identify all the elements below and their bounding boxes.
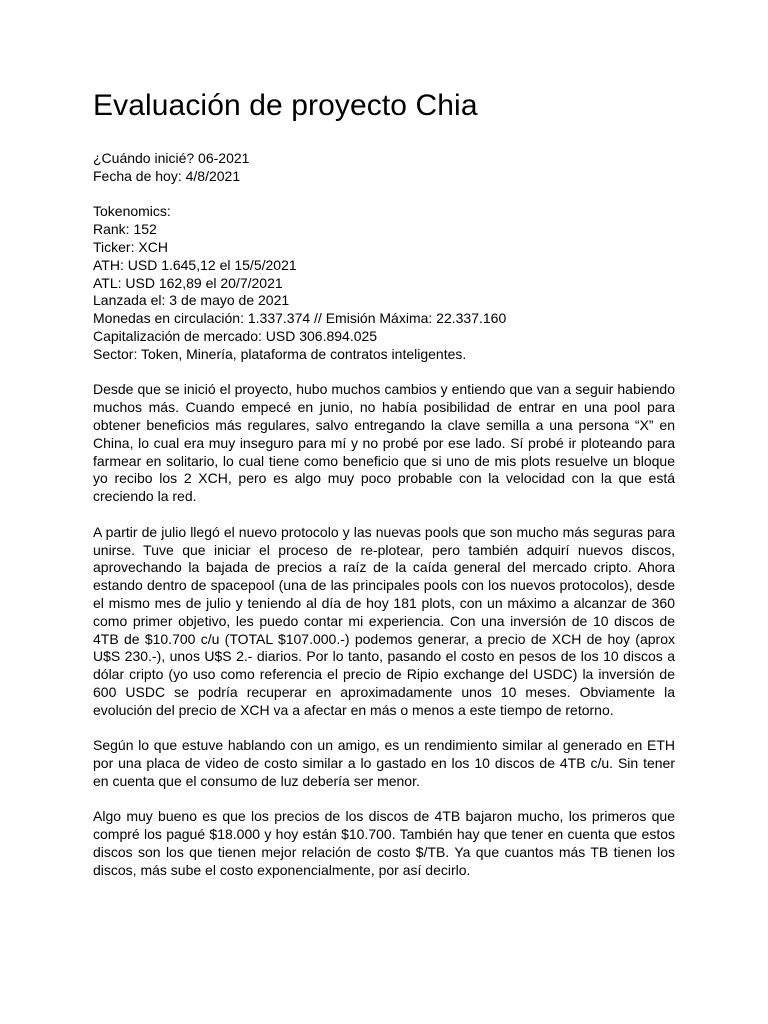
metadata-block	[93, 150, 675, 381]
sector-line: Sector: Token, Minería, plataforma de contratos inteligentes.	[93, 345, 467, 362]
market-cap-line: Capitalización de mercado: USD 306.894.025	[93, 327, 378, 344]
paragraph: Desde que se inició el proyecto, hubo muchos cambios y entiendo que van a seguir habiendo muchos más. Cuando empecé en junio, no había posibilidad de entrar en una pool para obtener beneficios más regulares, salvo entregando la clave semilla a una persona “X” en China, lo cual era muy inseguro para mí y no probé por ese lado. Sí probé ir ploteando para farmear en solitario, lo cual tiene como beneficio que si uno de mis plots resuelve un bloque yo recibo los 2 XCH, pero es algo muy poco probable con la velocidad con la que está creciendo la red.	[93, 381, 675, 505]
start-date-line: ¿Cuándo inicié? 06-2021	[93, 150, 250, 166]
ath-line: ATH: USD 1.645,12 el 15/5/2021	[93, 256, 297, 273]
document-title: Evaluación de proyecto Chia	[93, 89, 478, 122]
body-text	[93, 381, 675, 879]
paragraph: Según lo que estuve hablando con un amigo, es un rendimiento similar al generado en ETH por una placa de video de costo similar a lo gastado en los 10 discos de 4TB c/u. Sin tener en cuenta que el consumo de luz debería ser menor.	[93, 737, 675, 789]
paragraph: A partir de julio llegó el nuevo protocolo y las nuevas pools que son mucho más seguras para unirse. Tuve que iniciar el proceso de re-plotear, pero también adquirí nuevos discos, aprovechando la bajada de precios a raíz de la caída general del mercado cripto. Ahora estando dentro de spacepool (una de las principales pools con los nuevos protocolos), desde el mismo mes de julio y teniendo al día de hoy 181 plots, con un máximo a alcanzar de 360 como primer objetivo, les puedo contar mi experiencia. Con una inversión de 10 discos de 4TB de $10.700 c/u (TOTAL $107.000.-) podemos generar, a precio de XCH de hoy (aprox U$S 230.-), unos U$S 2.- diarios. Por lo tanto, pasando el costo en pesos de los 10 discos a dólar cripto (yo uso como referencia el precio de Ripio exchange del USDC) la inversión de 600 USDC se podría recuperar en aproximadamente unos 10 meses. Obviamente la evolución del precio de XCH va a afectar en más o menos a este tiempo de retorno.	[93, 523, 675, 718]
today-date-line: Fecha de hoy: 4/8/2021	[93, 167, 241, 184]
paragraph: Algo muy bueno es que los precios de los discos de 4TB bajaron mucho, los primeros que compré los pagué $18.000 y hoy están $10.700. También hay que tener en cuenta que estos discos son los que tienen mejor relación de costo $/TB. Ya que cuantos más TB tienen los discos, más sube el costo exponencialmente, por así decirlo.	[93, 808, 675, 878]
ticker-line: Ticker: XCH	[93, 238, 168, 255]
atl-line: ATL: USD 162,89 el 20/7/2021	[93, 274, 283, 291]
document-page	[93, 84, 675, 897]
supply-line: Monedas en circulación: 1.337.374 // Emisión Máxima: 22.337.160	[93, 310, 507, 327]
launch-line: Lanzada el: 3 de mayo de 2021	[93, 292, 290, 309]
spacer	[93, 364, 675, 382]
rank-line: Rank: 152	[93, 221, 157, 238]
tokenomics-heading: Tokenomics:	[93, 203, 171, 220]
spacer	[93, 186, 675, 204]
